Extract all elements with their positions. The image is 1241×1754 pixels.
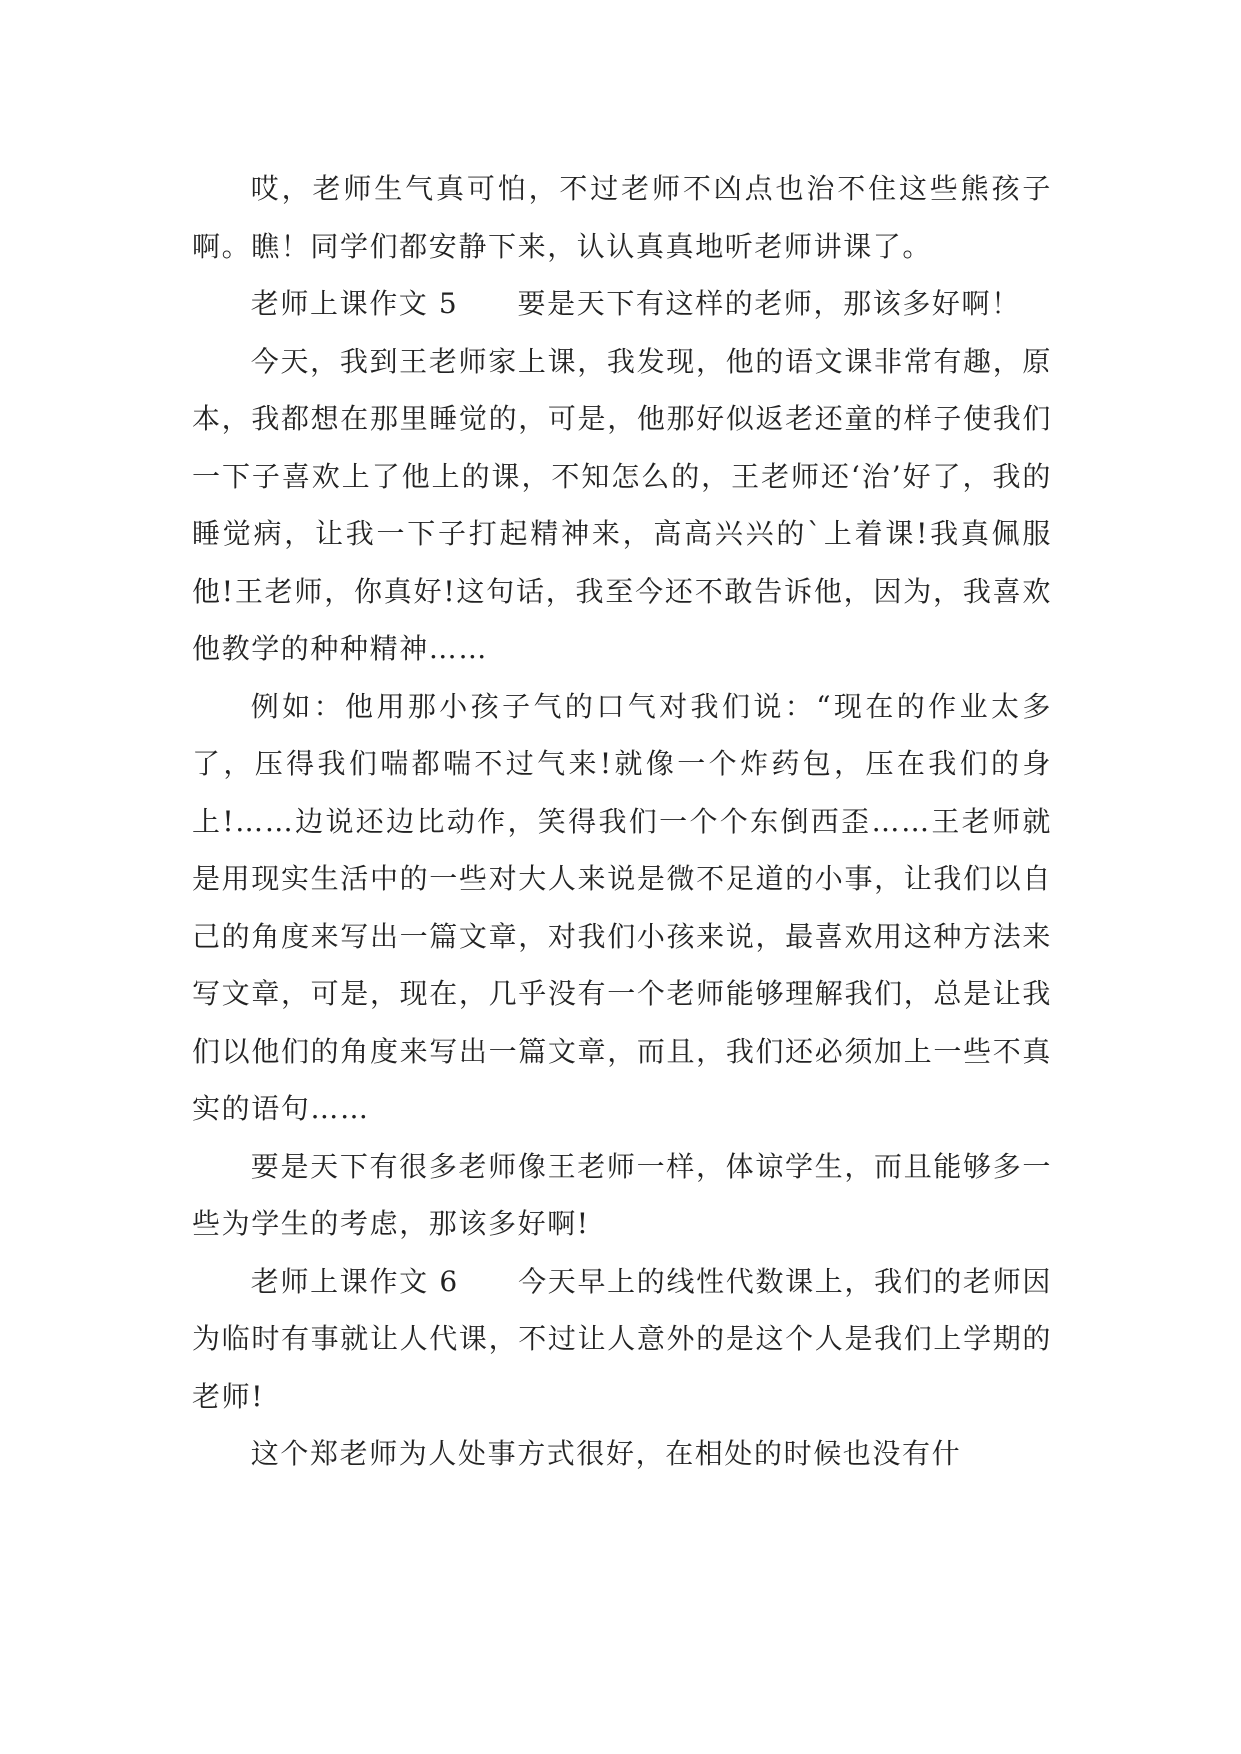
paragraph-7: 这个郑老师为人处事方式很好，在相处的时候也没有什 [250, 1437, 962, 1470]
paragraph-3: 今天，我到王老师家上课，我发现，他的语文课非常有趣，原本，我都想在那里睡觉的，可是，他那好似返老还童的样子使我们一下子喜欢上了他上的课，不知怎么的，王老师还‘治’好了，我的睡觉病，让我一下子打起精神来，高高兴兴的`上着课!我真佩服他!王老师，你真好!这句话，我至今还不敢告诉他，因为，我喜欢他教学的种种精神…… [192, 344, 1052, 665]
paragraph-6: 老师上课作文 6 今天早上的线性代数课上，我们的老师因为临时有事就让人代课，不过让人意外的是这个人是我们上学期的老师! [192, 1264, 1052, 1413]
paragraph-4: 例如：他用那小孩子气的口气对我们说：“现在的作业太多了，压得我们喘都喘不过气来!就像一个炸药包，压在我们的身上!……边说还边比动作，笑得我们一个个东倒西歪……王老师就是用现实生活中的一些对大人来说是微不足道的小事，让我们以自己的角度来写出一篇文章，对我们小孩来说，最喜欢用这种方法来写文章，可是，现在，几乎没有一个老师能够理解我们，总是让我们以他们的角度来写出一篇文章，而且，我们还必须加上一些不真实的语句…… [192, 689, 1052, 1125]
paragraph-2: 老师上课作文 5 要是天下有这样的老师，那该多好啊！ [250, 287, 1021, 320]
paragraph-1: 哎，老师生气真可怕，不过老师不凶点也治不住这些熊孩子啊。瞧！同学们都安静下来，认认真真地听老师讲课了。 [192, 172, 1052, 263]
document-body [192, 160, 1052, 1483]
paragraph-5: 要是天下有很多老师像王老师一样，体谅学生，而且能够多一些为学生的考虑，那该多好啊! [192, 1149, 1052, 1240]
